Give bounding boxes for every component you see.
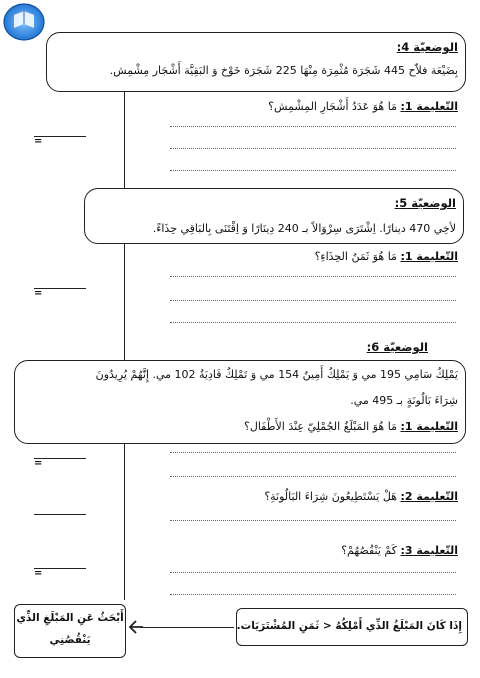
answer-dotted-line — [170, 452, 456, 453]
answer-dotted-line — [170, 322, 456, 323]
answer-equals-mark: = — [34, 288, 43, 299]
situation-5-text: لأخِي 470 دينارًا. اِشْتَرَى سِرْوَالاً بـ 240 دِينَارًا وَ اِقْتَنَى بِالبَاقِي حِذَاءً. — [152, 222, 456, 235]
situation-4-instruction-1 — [268, 100, 458, 113]
situation-6-title: الوضعيّة 6: — [366, 340, 428, 354]
instruction-label: التّعليمة 1: — [400, 420, 458, 433]
hint-condition-text: إِذَا كَانَ المَبْلَغُ الذِّي أَمْلِكُهُ < ثَمَنِ المُشْتَرَيَات. — [236, 620, 462, 632]
column-divider — [124, 240, 125, 360]
answer-dotted-line — [170, 572, 456, 573]
instruction-text: كَمْ يَنْقُصُهُمْ؟ — [341, 544, 397, 557]
instruction-text: هَلْ يَسْتَطِيعُونَ شِرَاءَ البَالُونَةِ؟ — [264, 490, 397, 503]
column-divider — [124, 92, 125, 188]
answer-dotted-line — [170, 170, 456, 171]
answer-line — [34, 514, 86, 515]
hint-arrow — [140, 627, 234, 628]
instruction-label: التّعليمة 2: — [400, 490, 458, 503]
situation-4-title: الوضعيّة 4: — [396, 40, 458, 54]
situation-6-instruction-1 — [244, 420, 458, 433]
answer-dotted-line — [170, 276, 456, 277]
instruction-label: التّعليمة 3: — [400, 544, 458, 557]
answer-dotted-line — [170, 520, 456, 521]
situation-5-title: الوضعيّة 5: — [394, 196, 456, 210]
hint-action-line-1: أَبْحَثُ عَنِ المَبْلَغِ الذِّي — [16, 612, 124, 624]
situation-6-instruction-3 — [341, 544, 458, 557]
answer-dotted-line — [170, 126, 456, 127]
instruction-text: مَا هُوَ المَبْلَغُ الجُمْلِيّ عِنْدَ الأَطْفَال؟ — [244, 420, 397, 433]
answer-dotted-line — [170, 300, 456, 301]
answer-equals-mark: = — [34, 136, 43, 147]
instruction-text: مَا هُوَ عَدَدُ أَشْجَارِ المِشْمِش؟ — [268, 100, 397, 113]
situation-6-text-line-2: شِرَاءَ بَالُونَةٍ بـ 495 مي. — [350, 394, 458, 407]
instruction-text: مَا هُوَ ثَمَنُ الحِذَاءِ؟ — [314, 250, 397, 263]
situation-5-instruction-1 — [315, 250, 458, 263]
hint-action-line-2: يَنْقُصُنِي — [49, 634, 91, 646]
answer-dotted-line — [170, 148, 456, 149]
instruction-label: التّعليمة 1: — [400, 100, 458, 113]
answer-equals-mark: = — [34, 568, 43, 579]
instruction-label: التّعليمة 1: — [400, 250, 458, 263]
answer-dotted-line — [170, 594, 456, 595]
answer-dotted-line — [170, 476, 456, 477]
answer-equals-mark: = — [34, 458, 43, 469]
arrow-left-icon — [128, 620, 144, 634]
book-logo-icon — [2, 2, 46, 42]
situation-4-text: بِضَيْعَة فلاّح 445 شَجَرَة مُثْمِرَة مِنْهَا 225 شَجَرَة خَوْخ وَ البَقِيَّة أَشْجَار مِشْمِش. — [109, 64, 458, 77]
situation-6-text-line-1: يَمْلِكُ سَامِي 195 مي وَ يَمْلِكُ أَمِينُ 154 مي وَ تَمْلِكُ فَادِيَةُ 102 مي. إِنَّهُمْ يُرِيدُونَ — [95, 368, 458, 381]
situation-6-instruction-2 — [264, 490, 458, 503]
